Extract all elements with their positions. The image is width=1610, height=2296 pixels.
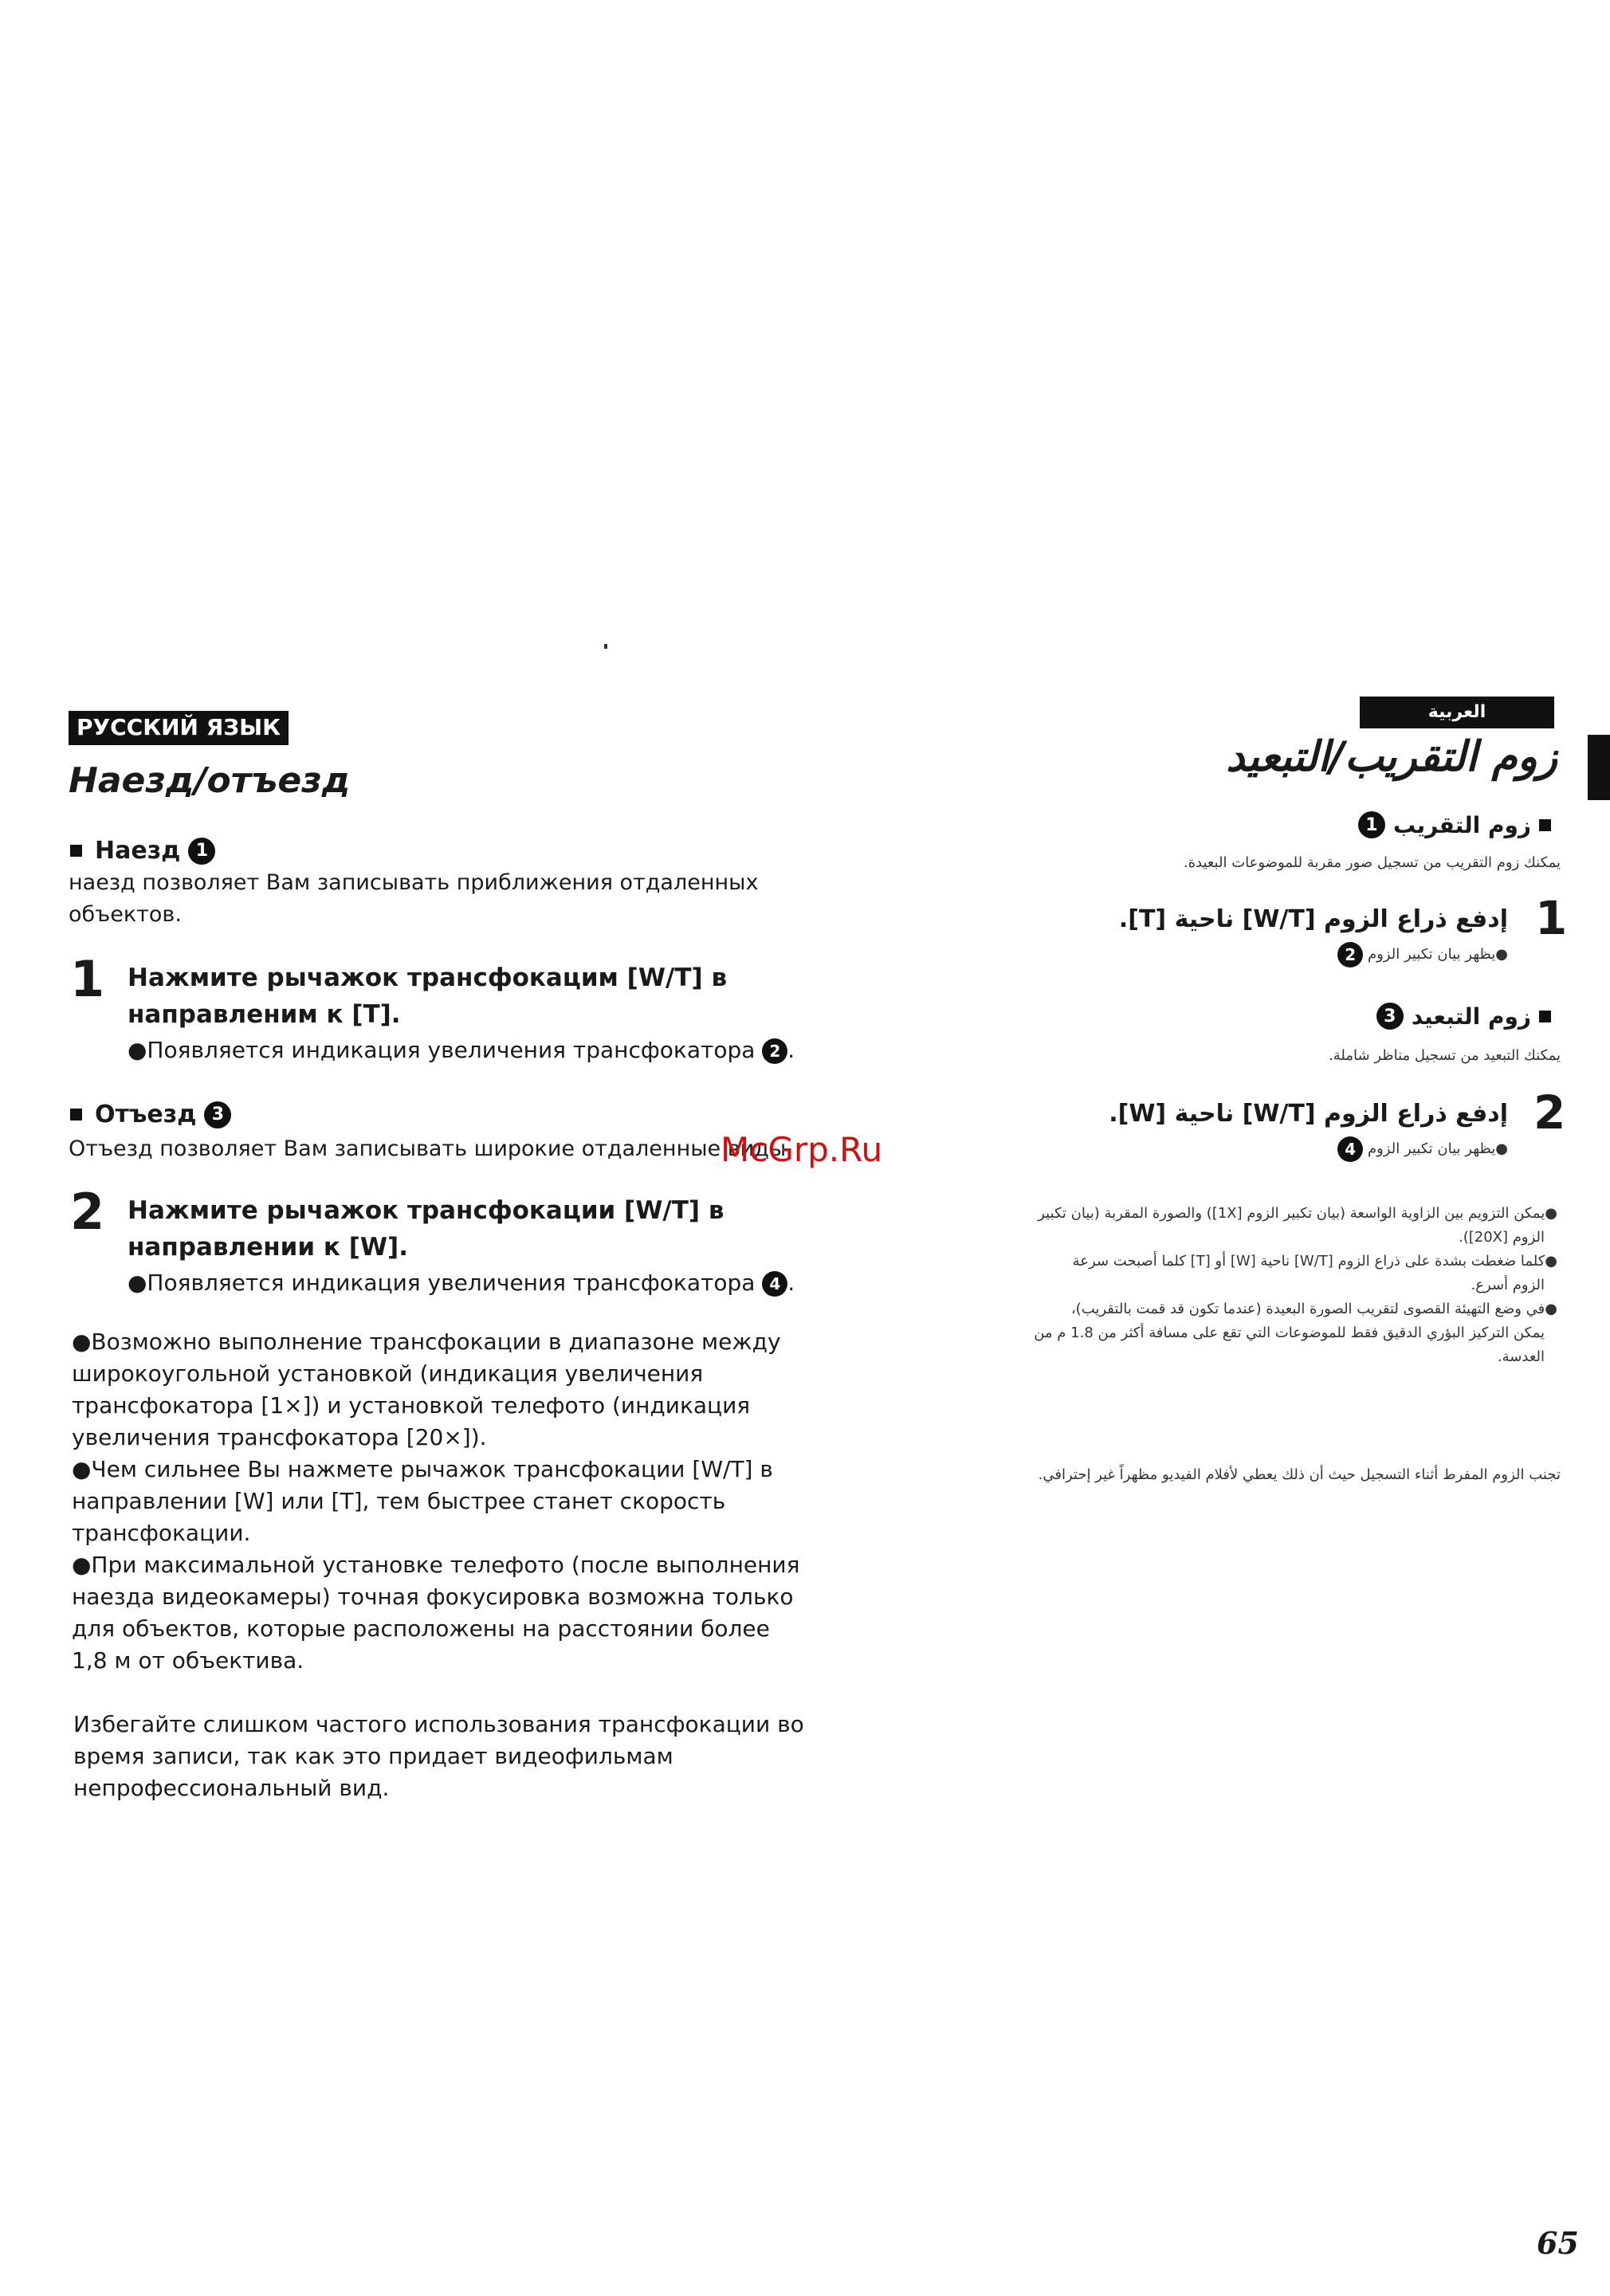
marker-4-icon: 4 xyxy=(762,1271,787,1297)
zoom-out-heading-arabic xyxy=(998,1003,1556,1030)
step-1-text-arabic: إدفع ذراع الزوم [W/T] ناحية [T]. xyxy=(1118,905,1508,933)
zoom-out-heading xyxy=(70,1101,231,1128)
step-2-number: 2 xyxy=(70,1183,105,1241)
language-badge-arabic: العربية xyxy=(1360,697,1554,728)
zoom-in-heading-text: Наезд xyxy=(95,837,181,865)
zoom-out-description: Отъезд позволяет Вам записывать широкие отдаленные виды. xyxy=(69,1136,793,1161)
step-1-bullet: ●Появляется индикация увеличения трансфокатора 2 . xyxy=(128,1037,795,1063)
marker-3-icon: 3 xyxy=(204,1101,231,1128)
step-1-bullet-arabic: ●يظهر بيان تكبير الزوم 2 xyxy=(950,942,1508,967)
notes-list-arabic xyxy=(920,1202,1557,1369)
language-badge-russian: РУССКИЙ ЯЗЫК xyxy=(69,711,289,745)
step-2-text-arabic: إدفع ذراع الزوم [W/T] ناحية [W]. xyxy=(1109,1100,1508,1128)
step-1-block xyxy=(128,960,795,1066)
edge-tab-marker xyxy=(1588,735,1610,800)
marker-3-icon: 3 xyxy=(1376,1003,1404,1030)
watermark: McGrp.Ru xyxy=(721,1130,883,1169)
zoom-in-description-line: объектов. xyxy=(69,902,182,927)
zoom-in-description-arabic: يمكنك زوم التقريب من تسجيل صور مقربة للموضوعات البعيدة. xyxy=(1183,854,1561,871)
marker-4-icon: 4 xyxy=(1337,1136,1363,1162)
footer-note-russian: Избегайте слишком частого использования трансфокации во время записи, так как это придает видеофильмам непрофессиональный вид. xyxy=(73,1711,804,1801)
square-bullet-icon xyxy=(70,845,82,857)
note-item: ●Чем сильнее Вы нажмете рычажок трансфокации [W/T] в направлении [W] или [T], тем быстрее станет скорость трансфокации. xyxy=(72,1456,773,1546)
page-title-arabic: زوم التقريب/التبعيد xyxy=(1226,733,1557,781)
step-2-bullet: ●Появляется индикация увеличения трансфокатора 4 . xyxy=(128,1270,795,1296)
step-2-line: Нажмите рычажок трансфокации [W/T] в xyxy=(128,1196,724,1225)
marker-2-icon: 2 xyxy=(1337,942,1363,967)
scan-speck xyxy=(604,644,607,649)
step-1-number: 1 xyxy=(70,950,105,1008)
note-item: ●Возможно выполнение трансфокации в диапазоне между широкоугольной установкой (индикация увеличения трансфокатора [1×]) и установкой телефото (индикация увеличения трансфокатора [20×]). xyxy=(72,1329,781,1450)
square-bullet-icon xyxy=(70,1109,82,1121)
marker-1-icon: 1 xyxy=(1358,811,1385,838)
step-1-line: Нажмите рычажок трансфокацим [W/T] в xyxy=(128,964,728,992)
page-title-russian: Наезд/отъезд xyxy=(69,760,351,801)
notes-list-russian xyxy=(72,1326,837,1677)
step-1-number-arabic: 1 xyxy=(1535,891,1568,945)
step-2-line: направлении к [W]. xyxy=(128,1233,409,1262)
zoom-out-heading-arabic-text: زوم التبعيد xyxy=(1411,1003,1531,1030)
step-2-bullet-text: ●Появляется индикация увеличения трансфокатора xyxy=(128,1270,756,1296)
zoom-out-heading-text: Отъезд xyxy=(95,1101,197,1128)
square-bullet-icon xyxy=(1539,819,1551,831)
note-item: ●При максимальной установке телефото (после выполнения наезда видеокамеры) точная фокусировка возможна только для объектов, которые расположены на расстоянии более 1,8 м от объектива. xyxy=(72,1552,800,1674)
marker-2-icon: 2 xyxy=(762,1038,787,1064)
step-1-line: направленим к [T]. xyxy=(128,1000,401,1029)
zoom-out-description-arabic: يمكنك التبعيد من تسجيل مناظر شاملة. xyxy=(1329,1047,1561,1064)
zoom-in-heading-arabic xyxy=(998,811,1556,838)
step-2-block xyxy=(128,1192,795,1299)
square-bullet-icon xyxy=(1539,1011,1551,1022)
step-1-bullet-text: ●Появляется индикация увеличения трансфокатора xyxy=(128,1037,756,1063)
step-2-bullet-arabic: ●يظهر بيان تكبير الزوم 4 xyxy=(950,1136,1508,1162)
marker-1-icon: 1 xyxy=(188,838,215,865)
page-number: 65 xyxy=(1537,2225,1579,2261)
zoom-in-description xyxy=(69,867,758,931)
zoom-in-heading-arabic-text: زوم التقريب xyxy=(1392,811,1531,838)
note-item: ●يمكن التزويم بين الزاوية الواسعة (بيان تكبير الزوم [1X]) والصورة المقربة (بيان تكبير الزوم [20X]). xyxy=(1038,1205,1557,1246)
zoom-in-description-line: наезд позволяет Вам записывать приближения отдаленных xyxy=(69,870,759,895)
note-item: ●كلما ضغطت بشدة على ذراع الزوم [W/T] ناحية [W] أو [T] كلما أصبحت سرعة الزوم أسرع. xyxy=(1072,1253,1557,1293)
footer-note-arabic: تجنب الزوم المفرط أثناء التسجيل حيث أن ذلك يعطي لأفلام الفيديو مظهراً غير إحترافي. xyxy=(1038,1466,1561,1483)
note-item: ●في وضع التهيئة القصوى لتقريب الصورة البعيدة (عندما تكون قد قمت بالتقريب)، يمكن التركيز البؤري الدقيق فقط للموضوعات التي تقع على مسافة أكثر من 1.8 م من العدسة. xyxy=(1034,1301,1557,1365)
step-2-number-arabic: 2 xyxy=(1533,1085,1566,1140)
zoom-in-heading xyxy=(70,837,215,865)
